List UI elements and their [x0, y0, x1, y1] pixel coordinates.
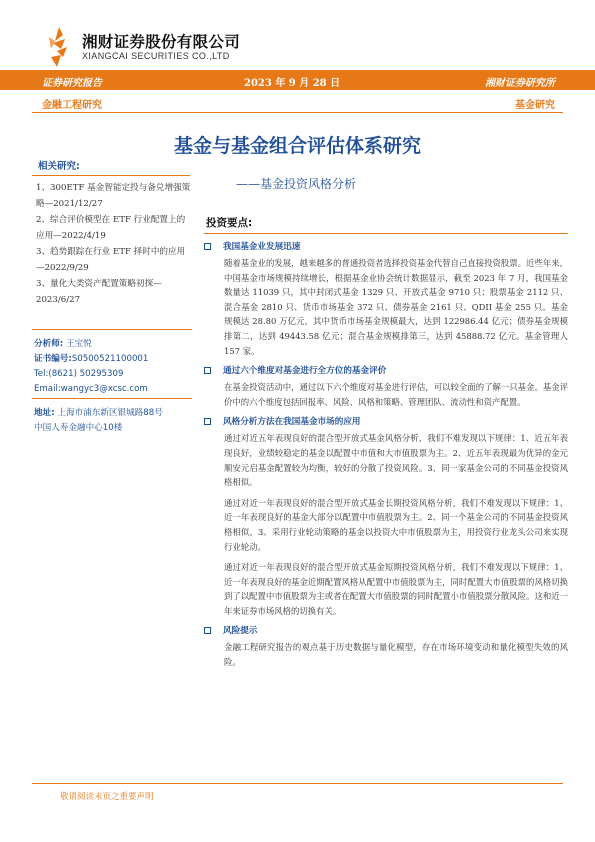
email-label: Email:: [34, 384, 61, 394]
section-paragraph: 通过对近五年表现良好的混合型开放式基金风格分析，我们不难发现以下规律：1、近五年表现良好，业绩较稳定的基金以配置中市值和大市值股票为主。2、近五年表现最为优异的金元顺安元启基金配置较为均衡，较好的分散了投资风险。3、同一家基金公司的不同基金投资风格相似。: [224, 433, 568, 488]
section-heading-text: 我国基金业发展迅速: [223, 242, 301, 252]
main-content: [204, 215, 568, 670]
section-heading: [204, 240, 568, 252]
report-subtitle: ——基金投资风格分析: [236, 177, 357, 191]
category: 金融工程研究: [42, 100, 102, 111]
address-block: [34, 406, 192, 436]
report-title: 基金与基金组合评估体系研究: [173, 135, 421, 157]
section-heading-text: 风格分析方法在我国基金市场的应用: [223, 417, 361, 428]
section-heading-text: 通过六个维度对基金进行全方位的基金评价: [223, 366, 387, 377]
tel-label: Tel:: [34, 369, 49, 379]
section-paragraph: 在基金投资活动中，通过以下六个维度对基金进行评估，可以较全面的了解一只基金。基金评价中的六个维度包括回报率、风险、风格和策略、管理团队、流动性和资产配置。: [224, 382, 568, 407]
footer-disclaimer[interactable]: 敬请阅读末页之重要声明: [60, 792, 154, 802]
section-heading: [204, 624, 568, 636]
report-date: 2023 年 9 月 28 日: [244, 78, 341, 89]
section-paragraph: 通过对近一年表现良好的混合型开放式基金短期投资风格分析，我们不难发现以下规律：1、近一年表现良好的基金近期配置风格从配置中市值股票为主，同时配置大市值股票的风格切换到了以配置中市值股票为主或者在配置大市值股票的同时配置小市值股票分散风险。这和近一年来证券市场风格的切换有关。: [224, 562, 568, 616]
header-bar: [0, 70, 595, 90]
address-divider: [32, 398, 192, 399]
sidebar-related-heading-block: [32, 157, 190, 176]
footer-divider: [32, 783, 563, 784]
cert-label: 证书编号:: [34, 354, 72, 364]
related-research-list: [36, 180, 192, 308]
cert-number: S0500521100001: [71, 354, 149, 364]
analyst-block: [34, 337, 190, 397]
related-item[interactable]: 3、量化大类资产配置策略初探—2023/6/27: [36, 279, 162, 305]
address-label: 地址:: [34, 408, 55, 418]
address-line: 中国人寿金融中心10楼: [34, 423, 123, 433]
analyst-label: 分析师:: [34, 339, 64, 349]
checkbox-icon: [204, 243, 211, 250]
related-item[interactable]: 1、300ETF 基金智能定投与备兑增强策略—2021/12/27: [36, 183, 191, 209]
analyst-divider: [32, 329, 192, 330]
section-heading: [204, 364, 568, 376]
section-paragraph: 随着基金业的发展，越来越多的普通投资者选择投资基金代替自己直接投资股票。近些年来，中国基金市场规模持续增长，根据基金业协会统计数据显示，截至 2023 年 7 月，我国基金数量达 11039 只，其中封闭式基金 1329 只、开放式基金 9710 只；股票基金 2112 只、混合基金 2810 只、货币市场基金 372 只、债券基金 2161 只、QDII 基金 255 只。基金规模达 28.80 万亿元，其中货币市场基金规模最大，达到 122986.44 亿元；债券基金规模排第二，达到 49443.58 亿元；混合基金规模排第三，达到 45888.72 亿元。基金管理人 157 家。: [224, 258, 568, 356]
section-paragraph: 金融工程研究报告的观点基于历史数据与量化模型，存在市场环境变动和量化模型失效的风险。: [224, 642, 568, 668]
checkbox-icon: [204, 418, 211, 425]
report-type: 证券研究报告: [42, 78, 102, 89]
header-divider: [32, 112, 563, 113]
company-name-en: XIANGCAI SECURITIES CO.,LTD: [82, 51, 230, 61]
section-heading: [204, 415, 568, 427]
checkbox-icon: [204, 367, 211, 374]
sidebar-divider: [32, 175, 190, 176]
key-points-heading: 投资要点:: [206, 217, 253, 229]
xiangcai-logo-icon: [47, 25, 71, 69]
related-item[interactable]: 3、趋势跟踪在行业 ETF 择时中的应用—2022/9/29: [36, 247, 186, 273]
related-item[interactable]: 2、综合评价模型在 ETF 行业配置上的应用—2022/4/19: [36, 215, 186, 241]
email-link[interactable]: wangyc3@xcsc.com: [60, 384, 148, 394]
related-research-heading: 相关研究:: [38, 161, 80, 172]
tel-number: (8621) 50295309: [48, 369, 124, 379]
checkbox-icon: [204, 627, 211, 634]
sub-category: 基金研究: [515, 100, 555, 111]
key-points-divider: [204, 233, 568, 234]
section-paragraph: 通过对近一年表现良好的混合型开放式基金长期投资风格分析，我们不难发现以下规律：1、近一年表现良好的基金大部分以配置中市值股票为主。2、同一个基金公司的不同基金投资风格相似。3、采用行业轮动策略的基金以投资大中市值股票为主，用投资行业龙头公司来实现行业轮动。: [224, 497, 568, 552]
section-heading-text: 风险提示: [223, 626, 258, 637]
institute-name: 湘财证券研究所: [485, 78, 555, 89]
analyst-name: 王宝悦: [65, 339, 92, 349]
address-line: 上海市浦东新区银城路88号: [57, 408, 163, 418]
company-name-cn: 湘财证券股份有限公司: [82, 33, 241, 51]
